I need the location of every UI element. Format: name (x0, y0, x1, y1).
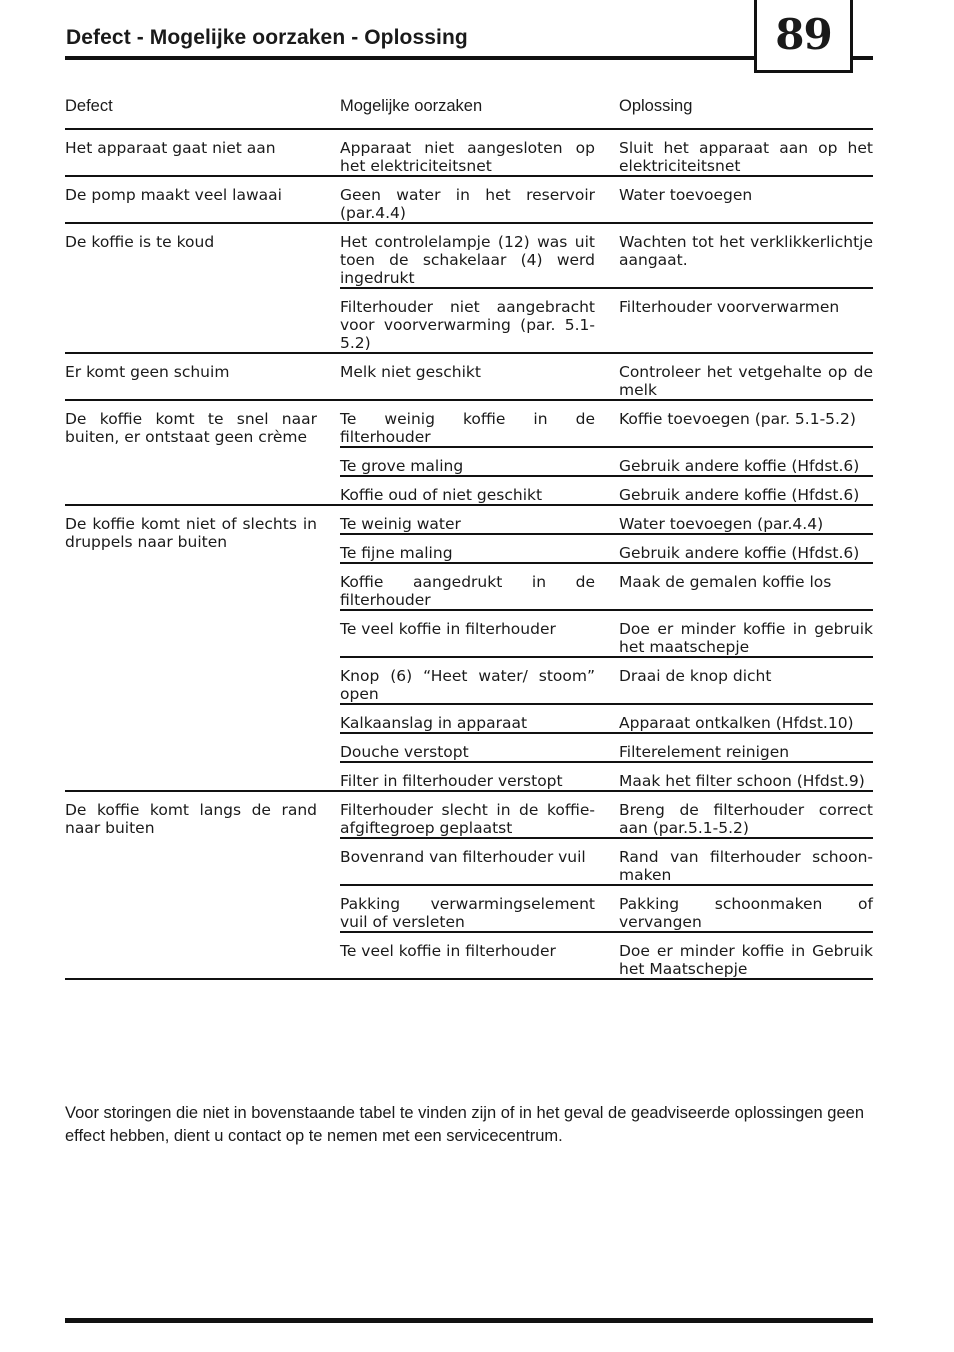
table-row (340, 763, 873, 790)
troubleshooting-table (65, 92, 873, 980)
cause-cell: Pakking verwarmingselement vuil of versleten (340, 895, 595, 931)
solution-cell: Filterhouder voorverwarmen (619, 298, 840, 316)
defect-group (65, 177, 873, 224)
cause-cell: Te veel koffie in filterhouder (340, 942, 556, 960)
solution-cell: Rand van filterhouder schoon-maken (619, 848, 873, 884)
cause-cell: Geen water in het reservoir (par.4.4) (340, 186, 595, 222)
solution-cell: Gebruik andere koffie (Hfdst.6) (619, 457, 860, 475)
page-number-box (754, 0, 853, 73)
cause-cell: Apparaat niet aangesloten op het elektriciteitsnet (340, 139, 595, 175)
solution-cell: Apparaat ontkalken (Hfdst.10) (619, 714, 854, 732)
table-row (340, 705, 873, 734)
table-row (340, 792, 873, 839)
solution-cell: Water toevoegen (par.4.4) (619, 515, 824, 533)
defect-cell: Er komt geen schuim (65, 363, 230, 381)
solution-cell: Doe er minder koffie in Gebruik het Maatschepje (619, 942, 873, 978)
table-row (340, 130, 873, 175)
cause-cell: Te weinig water (340, 515, 461, 533)
defect-group (65, 354, 873, 401)
table-row (340, 448, 873, 477)
table-row (340, 477, 873, 504)
column-header-causes: Mogelijke oorzaken (340, 97, 483, 115)
solution-cell: Koffie toevoegen (par. 5.1-5.2) (619, 410, 856, 428)
solution-cell: Controleer het vetgehalte op de melk (619, 363, 873, 399)
page-title: Defect - Mogelijke oorzaken - Oplossing (66, 26, 468, 49)
solution-cell: Sluit het apparaat aan op het elektriciteitsnet (619, 139, 873, 175)
cause-cell: Knop (6) “Heet water/ stoom” open (340, 667, 595, 703)
solution-cell: Breng de filterhouder correct aan (par.5.1-5.2) (619, 801, 873, 837)
solution-cell: Draai de knop dicht (619, 667, 772, 685)
cause-cell: Te fijne maling (340, 544, 453, 562)
solution-cell: Gebruik andere koffie (Hfdst.6) (619, 544, 860, 562)
solution-cell: Pakking schoonmaken of vervangen (619, 895, 873, 931)
bottom-divider (65, 1318, 873, 1323)
solution-cell: Wachten tot het verklikkerlichtje aangaat. (619, 233, 873, 269)
cause-solution-list (340, 354, 873, 399)
solution-cell: Gebruik andere koffie (Hfdst.6) (619, 486, 860, 504)
column-header-defect: Defect (65, 97, 113, 115)
defect-group (65, 130, 873, 177)
page-number: 89 (775, 10, 832, 59)
table-row (340, 933, 873, 978)
table-row (340, 401, 873, 448)
defect-cell: De koffie is te koud (65, 233, 215, 251)
cause-cell: Douche verstopt (340, 743, 469, 761)
table-row (340, 611, 873, 658)
table-row (340, 734, 873, 763)
footer-note: Voor storingen die niet in bovenstaande tabel te vinden zijn of in het geval de geadviseerde oplossingen geen effect hebben, dient u contact op te nemen met een servicecentrum. (65, 1104, 864, 1145)
table-row (340, 658, 873, 705)
cause-solution-list (340, 792, 873, 978)
cause-solution-list (340, 401, 873, 504)
solution-cell: Maak het filter schoon (Hfdst.9) (619, 772, 865, 790)
solution-cell: Maak de gemalen koffie los (619, 573, 832, 591)
cause-cell: Bovenrand van filterhouder vuil (340, 848, 586, 866)
defect-cell: Het apparaat gaat niet aan (65, 139, 276, 157)
defect-group (65, 224, 873, 354)
header-divider (65, 56, 873, 60)
cause-cell: Te weinig koffie in de filterhouder (340, 410, 595, 446)
defect-cell: De koffie komt niet of slechts in druppels naar buiten (65, 515, 317, 551)
cause-solution-list (340, 130, 873, 175)
defect-group (65, 792, 873, 980)
defect-group (65, 506, 873, 792)
defect-cell: De koffie komt langs de rand naar buiten (65, 801, 317, 837)
solution-cell: Doe er minder koffie in gebruik het maatschepje (619, 620, 873, 656)
defect-group (65, 401, 873, 506)
cause-cell: Het controlelampje (12) was uit toen de schakelaar (4) werd ingedrukt (340, 233, 595, 287)
table-row (340, 839, 873, 886)
cause-cell: Filterhouder niet aangebracht voor voorverwarming (par. 5.1-5.2) (340, 298, 595, 352)
table-row (340, 354, 873, 399)
cause-cell: Melk niet geschikt (340, 363, 481, 381)
cause-cell: Filter in filterhouder verstopt (340, 772, 563, 790)
solution-cell: Filterelement reinigen (619, 743, 790, 761)
cause-solution-list (340, 224, 873, 352)
cause-cell: Kalkaanslag in apparaat (340, 714, 528, 732)
defect-cell: De koffie komt te snel naar buiten, er ontstaat geen crème (65, 410, 317, 446)
table-row (340, 535, 873, 564)
table-row (340, 564, 873, 611)
table-row (340, 177, 873, 222)
table-header (65, 92, 873, 130)
cause-solution-list (340, 506, 873, 790)
column-header-solution: Oplossing (619, 97, 693, 115)
cause-cell: Koffie oud of niet geschikt (340, 486, 543, 504)
table-row (340, 886, 873, 933)
defect-cell: De pomp maakt veel lawaai (65, 186, 282, 204)
cause-cell: Filterhouder slecht in de koffie-afgiftegroep geplaatst (340, 801, 595, 837)
cause-cell: Koffie aangedrukt in de filterhouder (340, 573, 595, 609)
cause-solution-list (340, 177, 873, 222)
cause-cell: Te grove maling (340, 457, 464, 475)
table-row (340, 224, 873, 289)
table-row (340, 506, 873, 535)
solution-cell: Water toevoegen (619, 186, 753, 204)
table-body (65, 130, 873, 980)
cause-cell: Te veel koffie in filterhouder (340, 620, 556, 638)
table-row (340, 289, 873, 352)
